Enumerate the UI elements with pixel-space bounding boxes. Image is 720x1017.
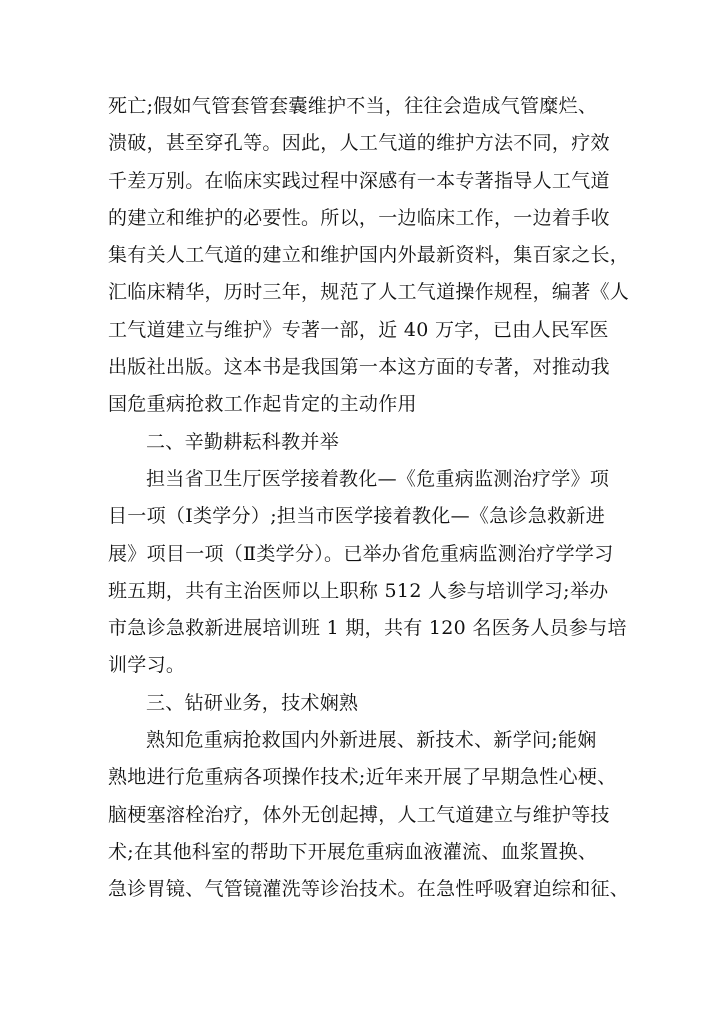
text-line: 班五期，共有主治医师以上职称 512 人参与培训学习;举办: [108, 579, 609, 602]
text-line: 脑梗塞溶栓治疗，体外无创起搏，人工气道建立与维护等技: [108, 803, 610, 826]
document-body: [108, 88, 630, 909]
text-line: 熟地进行危重病各项操作技术;近年来开展了早期急性心梗、: [108, 766, 617, 789]
text-line: 集有关人工气道的建立和维护国内外最新资料，集百家之长，: [108, 244, 630, 267]
text-line: 千差万别。在临床实践过程中深感有一本专著指导人工气道: [108, 169, 610, 192]
text-line: 急诊胃镜、气管镜灌洗等诊治技术。在急性呼吸窘迫综和征、: [108, 878, 630, 901]
text-line: 市急诊急救新进展培训班 1 期，共有 120 名医务人员参与培: [108, 617, 627, 640]
text-line: 出版社出版。这本书是我国第一本这方面的专著，对推动我: [108, 356, 610, 379]
text-line: 训学习。: [108, 654, 186, 677]
text-line: 工气道建立与维护》专著一部，近 40 万字，已由人民军医: [108, 318, 609, 341]
text-line: 死亡;假如气管套管套囊维护不当，往往会造成气管糜烂、: [108, 95, 598, 117]
text-line: 的建立和维护的必要性。所以，一边临床工作，一边着手收: [108, 206, 610, 229]
text-line: 担当省卫生厅医学接着教化—《危重病监测治疗学》项: [146, 467, 610, 490]
text-line: 目一项（Ⅰ类学分）;担当市医学接着教化—《急诊急救新进: [108, 505, 606, 528]
text-line: 国危重病抢救工作起肯定的主动作用: [108, 393, 417, 416]
text-line: 溃破，甚至穿孔等。因此，人工气道的维护方法不同，疗效: [108, 132, 610, 155]
text-line: 熟知危重病抢救国内外新进展、新技术、新学问;能娴: [146, 729, 597, 752]
section-heading: 三、钻研业务，技术娴熟: [146, 691, 359, 714]
text-line: 汇临床精华，历时三年，规范了人工气道操作规程，编著《人: [108, 281, 630, 304]
section-heading: 二、辛勤耕耘科教并举: [146, 430, 340, 453]
text-line: 术;在其他科室的帮助下开展危重病血液灌流、血浆置换、: [108, 840, 598, 863]
text-line: 展》项目一项（Ⅱ类学分）。已举办省危重病监测治疗学学习: [108, 542, 614, 565]
